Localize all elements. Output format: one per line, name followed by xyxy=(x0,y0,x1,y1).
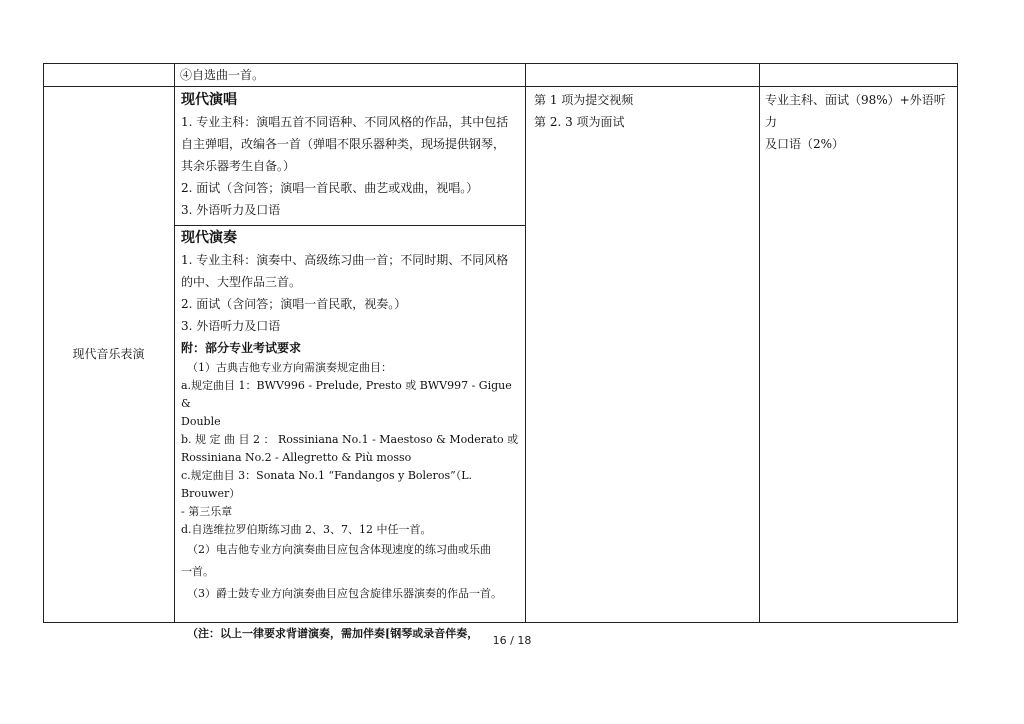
exam-format-line: 第 1 项为提交视频 xyxy=(534,93,634,107)
instrumental-line: 2. 面试（含问答；演唱一首民歌，视奏。） xyxy=(181,297,407,311)
table-column-divider xyxy=(525,63,526,623)
appendix-line: - 第三乐章 xyxy=(181,505,233,518)
instrumental-line: 3. 外语听力及口语 xyxy=(181,319,281,333)
appendix-line: Double xyxy=(181,415,221,428)
appendix-line: （2）电吉他专业方向演奏曲目应包含体现速度的练习曲或乐曲 xyxy=(187,543,491,556)
category-cell: 现代音乐表演 xyxy=(72,347,145,361)
table-column-divider xyxy=(174,63,175,623)
appendix-line: b. 规 定 曲 目 2 ： Rossiniana No.1 - Maestoso & Moderato 或 xyxy=(181,433,519,446)
appendix-line: Rossiniana No.2 - Allegretto & Più mosso xyxy=(181,451,412,464)
weighting-line: 及口语（2%） xyxy=(765,137,845,151)
page-number: 16 / 18 xyxy=(492,634,532,647)
score-weighting-cell xyxy=(765,89,955,155)
instrumental-heading: 现代演奏 xyxy=(181,230,237,246)
vocal-requirements xyxy=(181,89,523,221)
table-subrow-divider xyxy=(174,225,525,226)
appendix-line: 一首。 xyxy=(181,565,214,578)
table-row-divider xyxy=(43,86,958,87)
exam-format-cell xyxy=(534,89,754,133)
table-border-right xyxy=(957,63,958,623)
vocal-heading: 现代演唱 xyxy=(181,92,237,108)
table-column-divider xyxy=(759,63,760,623)
appendix-note: （注：以上一律要求背谱演奏，需加伴奏[钢琴或录音伴奏， xyxy=(187,627,479,640)
vocal-line: 2. 面试（含问答；演唱一首民歌、曲艺或戏曲，视唱。） xyxy=(181,181,479,195)
vocal-line: 自主弹唱，改编各一首（弹唱不限乐器种类，现场提供钢琴， xyxy=(181,137,506,151)
appendix-line: c.规定曲目 3：Sonata No.1 “Fandangos y Boleros”（L. Brouwer） xyxy=(181,469,473,500)
appendix-line: d.自选维拉罗伯斯练习曲 2、3、7、12 中任一首。 xyxy=(181,523,432,536)
weighting-line: 专业主科、面试（98%）+外语听力 xyxy=(765,93,946,129)
appendix-spacer xyxy=(181,605,523,623)
appendix-title: 附：部分专业考试要求 xyxy=(181,341,302,355)
instrumental-line: 的中、大型作品三首。 xyxy=(181,275,302,289)
top-row-content: ④自选曲一首。 xyxy=(180,68,265,82)
instrumental-requirements xyxy=(181,227,523,645)
exam-format-line: 第 2. 3 项为面试 xyxy=(534,115,625,129)
appendix-line: （1）古典吉他专业方向需演奏规定曲目： xyxy=(187,361,392,374)
vocal-line: 3. 外语听力及口语 xyxy=(181,203,281,217)
vocal-line: 其余乐器考生自备。） xyxy=(181,159,296,173)
appendix-line: （3）爵士鼓专业方向演奏曲目应包含旋律乐器演奏的作品一首。 xyxy=(187,587,502,600)
instrumental-line: 1. 专业主科：演奏中、高级练习曲一首；不同时期、不同风格 xyxy=(181,253,509,267)
vocal-line: 1. 专业主科：演唱五首不同语种、不同风格的作品，其中包括 xyxy=(181,115,509,129)
appendix-line: a.规定曲目 1：BWV996 - Prelude, Presto 或 BWV997 - Gigue & xyxy=(181,379,512,410)
admission-requirements-table xyxy=(43,63,958,640)
